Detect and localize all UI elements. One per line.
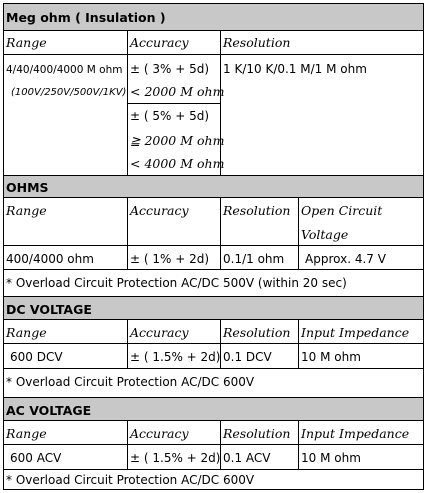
- ohms-header-voltage: Voltage: [301, 227, 349, 242]
- meg-accuracy-2-condition-a: ≧ 2000 M ohm: [130, 133, 225, 148]
- ohms-title-band: [4, 175, 423, 197]
- dcv-header-range: Range: [6, 325, 47, 340]
- dcv-overload-note: * Overload Circuit Protection AC/DC 600V: [6, 375, 255, 389]
- meg-accuracy-1: ± ( 3% + 5d): [130, 62, 210, 76]
- acv-data-rule: [3, 469, 424, 470]
- acv-header-resolution: Resolution: [223, 426, 291, 441]
- meg-title-rule: [3, 30, 424, 31]
- dcv-resolution-value: 0.1 DCV: [223, 350, 272, 364]
- meg-header-resolution: Resolution: [223, 35, 291, 50]
- ohms-bottom-rule: [3, 296, 424, 297]
- acv-header-impedance: Input Impedance: [301, 426, 410, 441]
- dcv-header-impedance: Input Impedance: [301, 325, 410, 340]
- ohms-title-rule: [3, 197, 424, 198]
- ohms-col-rule-3: [298, 197, 299, 269]
- meg-accuracy-2: ± ( 5% + 5d): [130, 109, 210, 123]
- meg-accuracy-1-condition: < 2000 M ohm: [130, 84, 225, 99]
- ohms-resolution-value: 0.1/1 ohm: [223, 252, 285, 266]
- meg-header-accuracy: Accuracy: [130, 35, 189, 50]
- ohms-header-resolution: Resolution: [223, 203, 291, 218]
- dcv-header-resolution: Resolution: [223, 325, 291, 340]
- ohms-header-range: Range: [6, 203, 47, 218]
- meg-bottom-rule: [3, 175, 424, 176]
- meg-header-rule: [3, 54, 424, 55]
- dcv-section-title: DC VOLTAGE: [6, 302, 92, 317]
- dcv-title-rule: [3, 319, 424, 320]
- ohms-header-accuracy: Accuracy: [130, 203, 189, 218]
- dcv-impedance-value: 10 M ohm: [301, 350, 361, 364]
- meg-range-values: 4/40/400/4000 M ohm: [6, 64, 123, 76]
- ohms-overload-note: * Overload Circuit Protection AC/DC 500V (within 20 sec): [6, 276, 347, 290]
- acv-header-range: Range: [6, 426, 47, 441]
- border-right: [423, 3, 424, 490]
- border-left: [3, 3, 4, 490]
- ohms-data-rule: [3, 269, 424, 270]
- acv-col-rule-1: [127, 420, 128, 469]
- dcv-accuracy-value: ± ( 1.5% + 2d): [130, 350, 221, 364]
- ohms-range-value: 400/4000 ohm: [6, 252, 94, 266]
- acv-header-accuracy: Accuracy: [130, 426, 189, 441]
- acv-range-value: 600 ACV: [10, 451, 62, 465]
- ohms-accuracy-value: ± ( 1% + 2d): [130, 252, 210, 266]
- ohms-col-rule-2: [220, 197, 221, 269]
- dcv-header-rule: [3, 343, 424, 344]
- dcv-range-value: 600 DCV: [10, 350, 63, 364]
- ohms-open-voltage-value: Approx. 4.7 V: [305, 252, 386, 266]
- acv-accuracy-value: ± ( 1.5% + 2d): [130, 451, 221, 465]
- border-bottom: [3, 489, 424, 490]
- meg-acc-split-rule: [127, 103, 220, 104]
- ohms-section-title: OHMS: [6, 180, 49, 195]
- dcv-bottom-rule: [3, 397, 424, 398]
- acv-impedance-value: 10 M ohm: [301, 451, 361, 465]
- meg-accuracy-2-condition-b: < 4000 M ohm: [130, 156, 225, 171]
- ohms-header-open-circuit: Open Circuit: [301, 203, 383, 218]
- dcv-col-rule-3: [298, 319, 299, 368]
- acv-col-rule-3: [298, 420, 299, 469]
- acv-resolution-value: 0.1 ACV: [223, 451, 271, 465]
- dcv-data-rule: [3, 368, 424, 369]
- meg-col-rule-2: [220, 30, 221, 175]
- ohms-col-rule-1: [127, 197, 128, 269]
- spec-table: [3, 3, 424, 490]
- meg-range-voltages: (100V/250V/500V/1KV): [11, 87, 127, 98]
- acv-section-title: AC VOLTAGE: [6, 403, 92, 418]
- meg-resolution-value: 1 K/10 K/0.1 M/1 M ohm: [223, 62, 367, 76]
- ohms-header-rule: [3, 245, 424, 246]
- acv-title-rule: [3, 420, 424, 421]
- dcv-header-accuracy: Accuracy: [130, 325, 189, 340]
- dcv-col-rule-1: [127, 319, 128, 368]
- acv-overload-note: * Overload Circuit Protection AC/DC 600V: [6, 473, 255, 487]
- border-top: [3, 3, 424, 4]
- acv-header-rule: [3, 444, 424, 445]
- meg-header-range: Range: [6, 35, 47, 50]
- meg-col-rule-1: [127, 30, 128, 175]
- meg-section-title: Meg ohm ( Insulation ): [6, 10, 166, 25]
